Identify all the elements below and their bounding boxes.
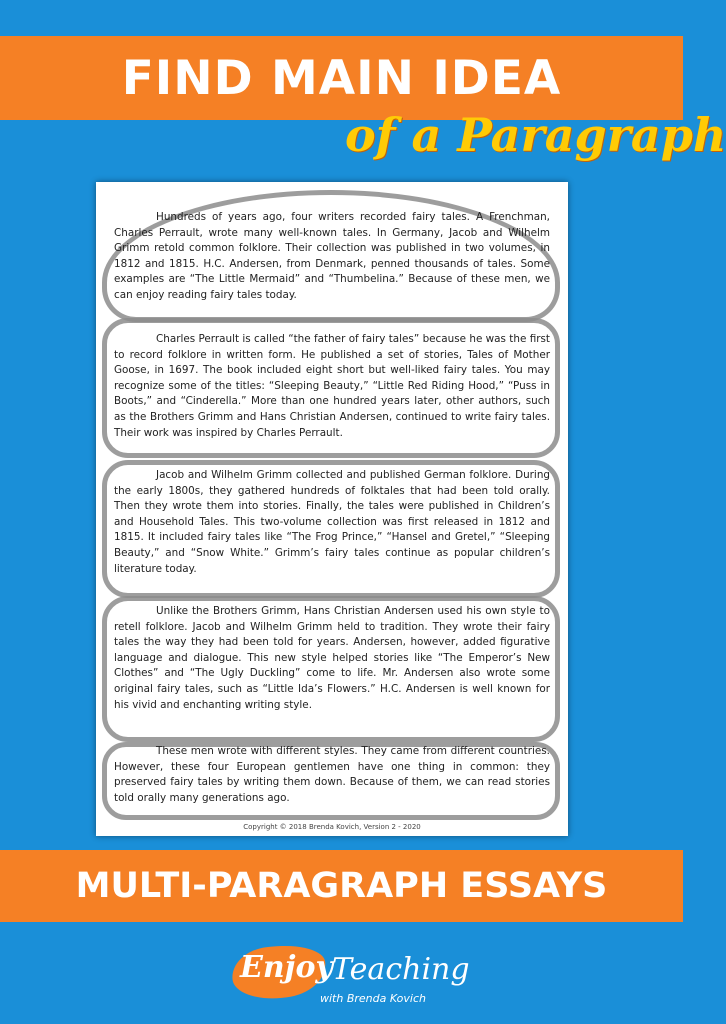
bottom-banner [0, 850, 683, 922]
paragraph-andersen: Unlike the Brothers Grimm, Hans Christian Andersen used his own style to retell folklore. Jacob and Wilhelm Grimm held to tradition. They wrote their fairy tales the way they had been told for years. Andersen, however, added figurative language and dialogue. This new style helped stories like “The Emperor’s New Clothes” and “The Ugly Duckling” come to life. Mr. Andersen also wrote some original fairy tales, such as “Little Ida’s Flowers.” H.C. Andersen is well known for his vivid and enchanting writing style. [114, 605, 550, 711]
logo-enjoy: Enjoy [240, 950, 333, 985]
copyright-notice: Copyright © 2018 Brenda Kovich, Version 2 - 2020 [243, 823, 421, 831]
banner-title: MULTI-PARAGRAPH ESSAYS [75, 866, 608, 906]
logo-teaching: Teaching [332, 952, 470, 987]
worksheet [96, 182, 568, 836]
paragraph-perrault: Charles Perrault is called “the father of fairy tales” because he was the first to record folklore in written form. He published a set of stories, Tales of Mother Goose, in 1697. The book included eight short but well-liked fairy tales. You may recognize some of the titles: “Sleeping Beauty,” “Little Red Riding Hood,” “Puss in Boots,” and “Cinderella.” More than one hundred years later, other authors, such as the Brothers Grimm and Hans Christian Andersen, continued to write fairy tales. Their work was inspired by Charles Perrault. [114, 333, 550, 439]
paragraph-grimm: Jacob and Wilhelm Grimm collected and published German folklore. During the early 1800s, they gathered hundreds of folktales that had been told orally. Then they wrote them into stories. Finally, the tales were published in Children’s and Household Tales. This two-volume collection was first released in 1812 and 1815. It included fairy tales like “The Frog Prince,” “Hansel and Gretel,” “Sleeping Beauty,” and “Snow White.” Grimm’s fairy tales continue as popular children’s literature today. [114, 469, 550, 575]
brand-logo [232, 940, 470, 1010]
paragraph-conclusion: These men wrote with different styles. They came from different countries. However, these four European gentlemen have one thing in common: they preserved fairy tales by writing them down. Because of them, we can read stories told orally many generations ago. [114, 745, 550, 804]
paragraph-intro: Hundreds of years ago, four writers recorded fairy tales. A Frenchman, Charles Perrault, wrote many well-known tales. In Germany, Jacob and Wilhelm Grimm retold common folklore. Their collection was published in two volumes, in 1812 and 1815. H.C. Andersen, from Denmark, penned thousands of tales. Some examples are “The Little Mermaid” and “Thumbelina.” Because of these men, we can enjoy reading fairy tales today. [114, 211, 550, 301]
page-title: FIND MAIN IDEA [121, 50, 562, 106]
page-subtitle: of a Paragraph [345, 108, 726, 162]
logo-byline: with Brenda Kovich [320, 992, 426, 1005]
